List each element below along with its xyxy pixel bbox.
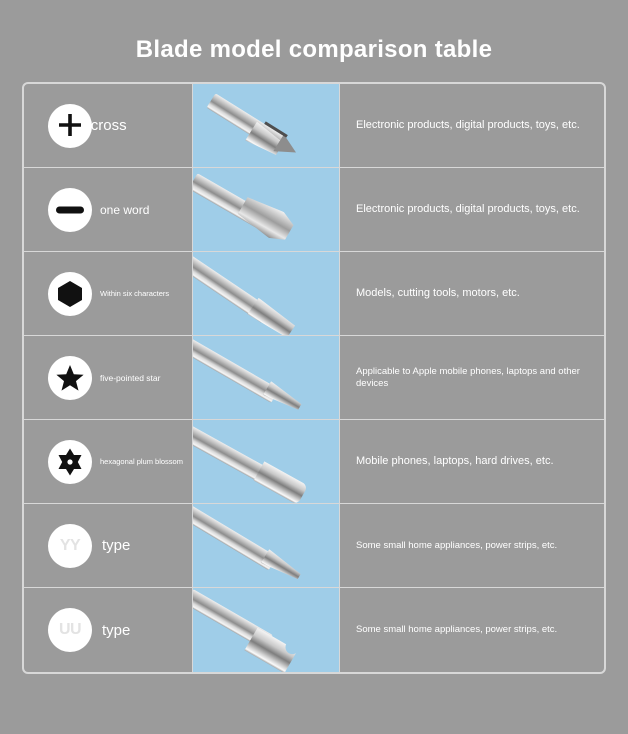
y-type-letters: YY — [59, 536, 81, 554]
u-type-bit-icon — [48, 608, 92, 652]
row-icon-cell — [24, 84, 192, 167]
table-row — [24, 252, 604, 336]
row-description-cell — [340, 420, 604, 503]
row-icon-label: five-pointed star — [100, 372, 161, 383]
row-icon-cell — [24, 588, 192, 672]
row-icon-cell — [24, 504, 192, 587]
torx-star-bit-icon — [48, 356, 92, 400]
row-description: Models, cutting tools, motors, etc. — [356, 286, 520, 299]
row-icon-label: hexagonal plum blossom — [100, 457, 183, 466]
row-icon-cell — [24, 420, 192, 503]
row-description-cell — [340, 252, 604, 335]
y-type-screwdriver-tip-photo — [192, 504, 340, 587]
table-row — [24, 420, 604, 504]
row-description-cell — [340, 84, 604, 167]
table-row — [24, 168, 604, 252]
flathead-screwdriver-tip-photo — [192, 168, 340, 251]
row-description-cell — [340, 588, 604, 672]
row-description: Electronic products, digital products, toys, etc. — [356, 118, 580, 131]
row-description: Mobile phones, laptops, hard drives, etc. — [356, 454, 554, 467]
table-row — [24, 588, 604, 672]
row-description: Electronic products, digital products, toys, etc. — [356, 202, 580, 215]
table-row — [24, 84, 604, 168]
hex-bit-icon — [48, 272, 92, 316]
row-icon-cell — [24, 252, 192, 335]
phillips-screwdriver-tip-photo — [192, 84, 340, 167]
row-description-cell — [340, 336, 604, 419]
hex-screwdriver-tip-photo — [192, 252, 340, 335]
y-type-bit-icon — [48, 524, 92, 568]
torx-screwdriver-tip-photo — [192, 336, 340, 419]
row-icon-label: type — [102, 621, 131, 639]
table-row — [24, 336, 604, 420]
u-type-screwdriver-tip-photo — [192, 588, 340, 672]
row-icon-label: Within six characters — [100, 289, 170, 298]
row-icon-label: one word — [100, 202, 150, 217]
row-icon-label: +cross — [82, 117, 127, 134]
page-title: Blade model comparison table — [135, 36, 493, 63]
row-description-cell — [340, 168, 604, 251]
row-description: Some small home appliances, power strips, etc. — [356, 539, 558, 551]
plum-blossom-screwdriver-tip-photo — [192, 420, 340, 503]
row-icon-cell — [24, 168, 192, 251]
row-icon-label: type — [102, 537, 131, 554]
blade-model-table — [22, 82, 606, 674]
row-icon-cell — [24, 336, 192, 419]
table-row — [24, 504, 604, 588]
row-description-cell — [340, 504, 604, 587]
u-type-letters: UU — [58, 621, 82, 638]
flat-bit-icon — [48, 188, 92, 232]
row-description: Some small home appliances, power strips, etc. — [356, 624, 558, 636]
row-description: Applicable to Apple mobile phones, laptops and other devices — [356, 365, 580, 389]
hexagonal-plum-blossom-bit-icon — [48, 440, 92, 484]
